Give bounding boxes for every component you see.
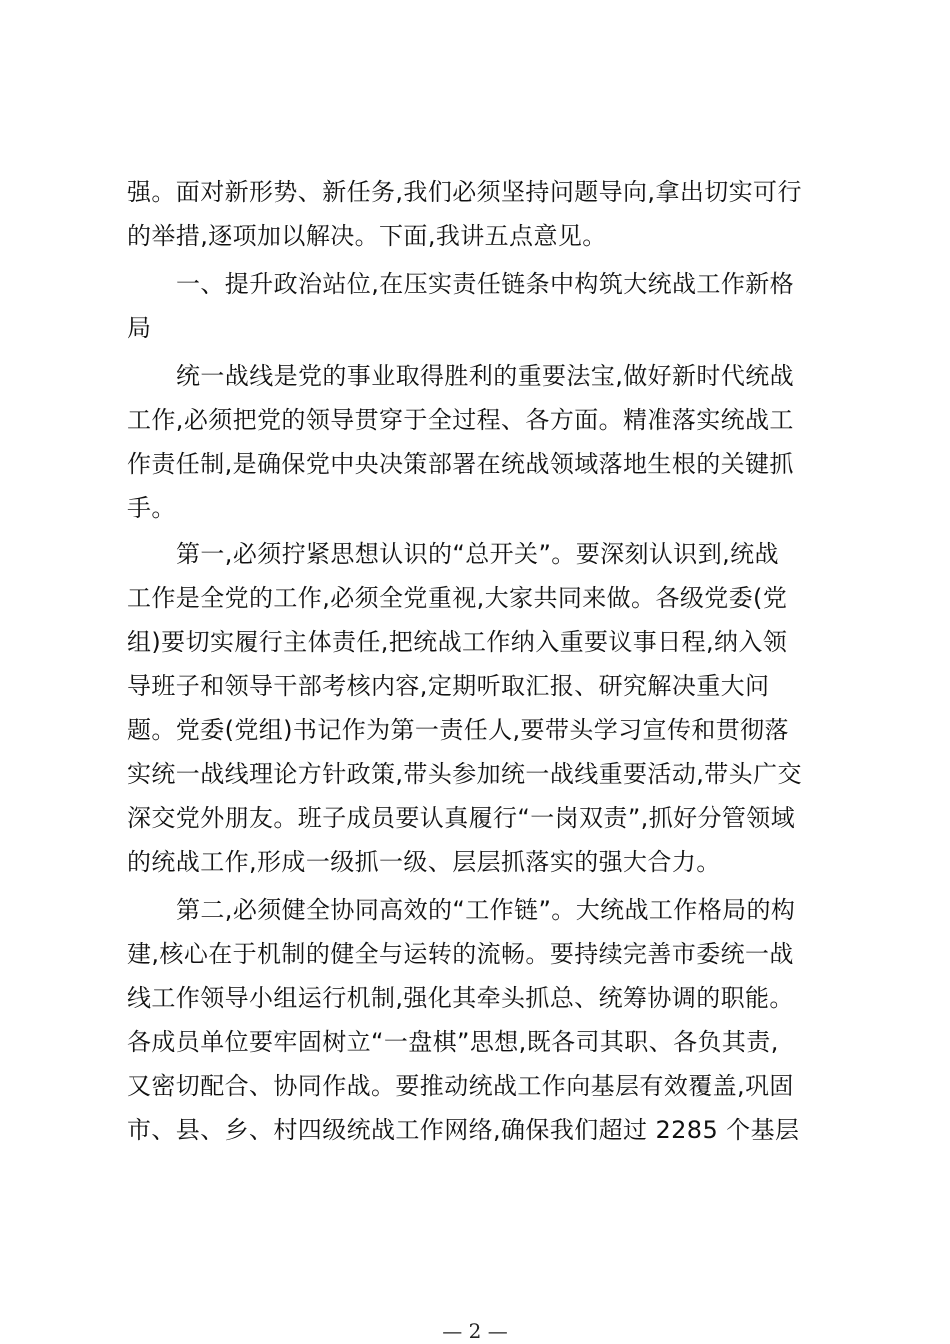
text-line-12: 导班子和领导干部考核内容,定期听取汇报、研究解决重大问 [127, 672, 770, 700]
page-number: — 2 — [442, 1319, 508, 1343]
text-line-13: 题。党委(党组)书记作为第一责任人,要带头学习宣传和贯彻落 [127, 716, 789, 744]
text-line-18: 建,核心在于机制的健全与运转的流畅。要持续完善市委统一战 [127, 940, 794, 968]
text-line-10: 工作是全党的工作,必须全党重视,大家共同来做。各级党委(党 [127, 584, 788, 612]
text-line-20: 各成员单位要牢固树立“一盘棋”思想,既各司其职、各负其责, [127, 1028, 779, 1056]
text-line-7: 作责任制,是确保党中央决策部署在统战领域落地生根的关键抓 [127, 450, 794, 478]
text-line-9: 第一,必须拧紧思想认识的“总开关”。要深刻认识到,统战 [176, 540, 779, 568]
text-line-16: 的统战工作,形成一级抓一级、层层抓落实的强大合力。 [127, 848, 721, 876]
text-line-17: 第二,必须健全协同高效的“工作链”。大统战工作格局的构 [176, 896, 796, 924]
text-line-8: 手。 [127, 494, 176, 522]
text-line-14: 实统一战线理论方针政策,带头参加统一战线重要活动,带头广交 [127, 760, 802, 788]
text-line-5: 统一战线是党的事业取得胜利的重要法宝,做好新时代统战 [176, 362, 795, 390]
text-line-11: 组)要切实履行主体责任,把统战工作纳入重要议事日程,纳入领 [127, 628, 788, 656]
section-heading-line-1: 一、提升政治站位,在压实责任链条中构筑大统战工作新格 [176, 270, 795, 298]
text-line-15: 深交党外朋友。班子成员要认真履行“一岗双责”,抓好分管领域 [127, 804, 796, 832]
text-line-1: 强。面对新形势、新任务,我们必须坚持问题导向,拿出切实可行 [127, 178, 802, 206]
text-line-2: 的举措,逐项加以解决。下面,我讲五点意见。 [127, 222, 607, 250]
text-line-6: 工作,必须把党的领导贯穿于全过程、各方面。精准落实统战工 [127, 406, 794, 434]
text-line-22: 市、县、乡、村四级统战工作网络,确保我们超过 2285 个基层 [127, 1116, 800, 1144]
section-heading-line-2: 局 [127, 314, 152, 342]
text-line-21: 又密切配合、协同作战。要推动统战工作向基层有效覆盖,巩固 [127, 1072, 794, 1100]
text-line-19: 线工作领导小组运行机制,强化其牵头抓总、统筹协调的职能。 [127, 984, 794, 1012]
